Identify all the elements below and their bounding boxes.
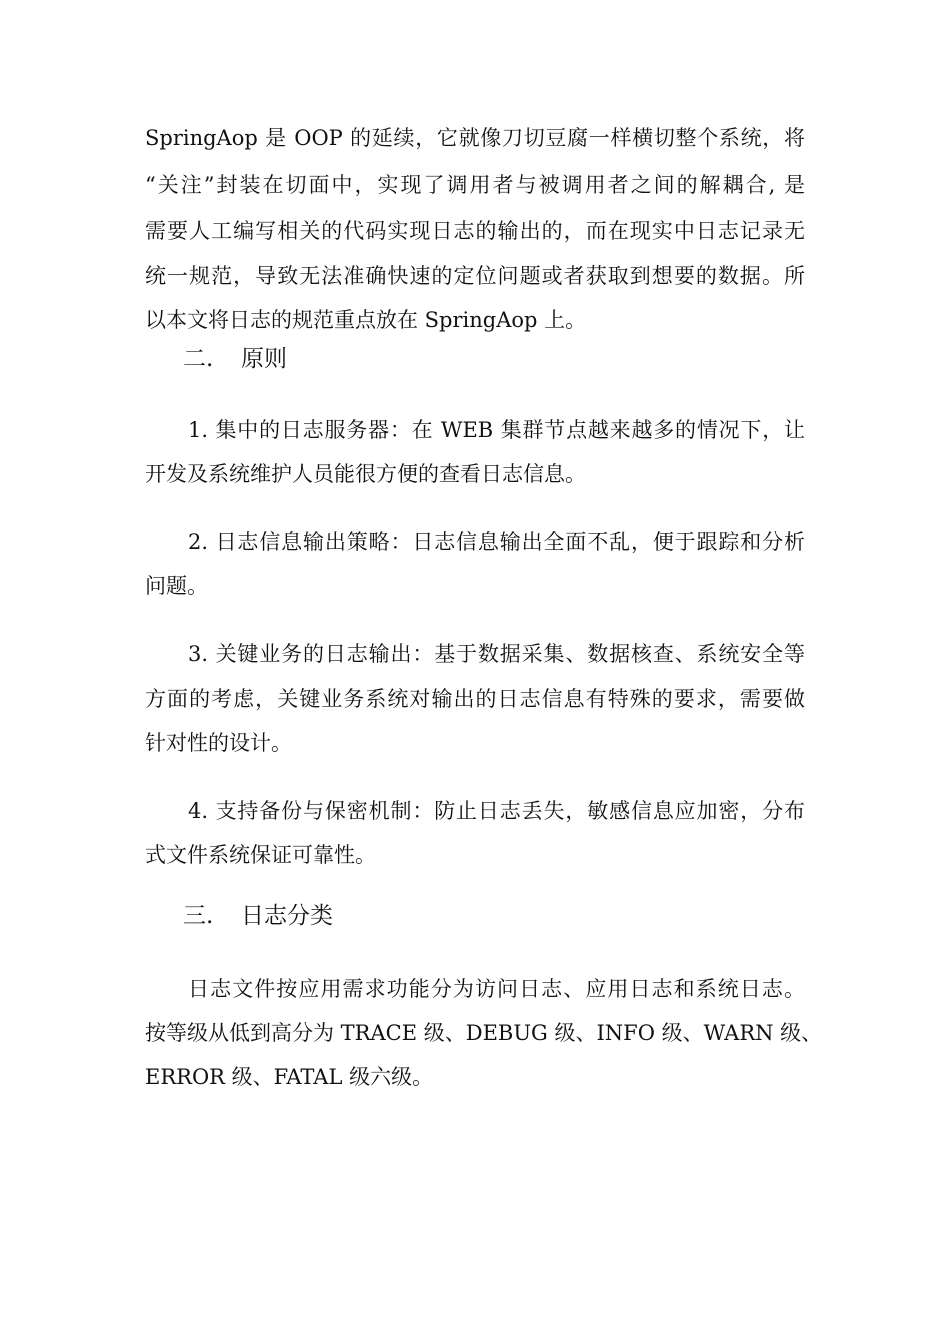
section-title: 日志分类 — [241, 903, 333, 929]
principle-line: 4. 支持备份与保密机制：防止日志丢失，敏感信息应加密，分布 — [188, 799, 805, 823]
principle-line: 方面的考虑，关键业务系统对输出的日志信息有特殊的要求，需要做 — [145, 687, 805, 711]
principle-line: 2. 日志信息输出策略：日志信息输出全面不乱，便于跟踪和分析 — [188, 530, 805, 554]
intro-line: 统一规范，导致无法准确快速的定位问题或者获取到想要的数据。所 — [145, 264, 805, 288]
principle-line: 开发及系统维护人员能很方便的查看日志信息。 — [145, 462, 586, 486]
principle-line: 1. 集中的日志服务器：在 WEB 集群节点越来越多的情况下，让 — [188, 418, 805, 442]
paragraph-line: 日志文件按应用需求功能分为访问日志、应用日志和系统日志。 — [188, 977, 805, 1001]
intro-line: SpringAop 是 OOP 的延续，它就像刀切豆腐一样横切整个系统，将 — [145, 126, 805, 150]
principle-line: 针对性的设计。 — [145, 731, 292, 755]
intro-line: “关注”封装在切面中，实现了调用者与被调用者之间的解耦合, 是 — [145, 173, 805, 197]
section-title: 原则 — [241, 346, 287, 372]
section-heading-log-categories — [183, 901, 333, 931]
section-number: 三. — [183, 903, 214, 929]
paragraph-line: ERROR 级、FATAL 级六级。 — [145, 1065, 434, 1089]
principle-line: 问题。 — [145, 574, 208, 598]
principle-line: 式文件系统保证可靠性。 — [145, 843, 376, 867]
intro-line: 需要人工编写相关的代码实现日志的输出的，而在现实中日志记录无 — [145, 219, 805, 243]
section-number: 二. — [183, 346, 214, 372]
section-heading-principles — [183, 344, 287, 374]
intro-line: 以本文将日志的规范重点放在 SpringAop 上。 — [145, 308, 587, 332]
paragraph-line: 按等级从低到高分为 TRACE 级、DEBUG 级、INFO 级、WARN 级、 — [145, 1021, 823, 1045]
principle-line: 3. 关键业务的日志输出：基于数据采集、数据核查、系统安全等 — [188, 642, 805, 666]
